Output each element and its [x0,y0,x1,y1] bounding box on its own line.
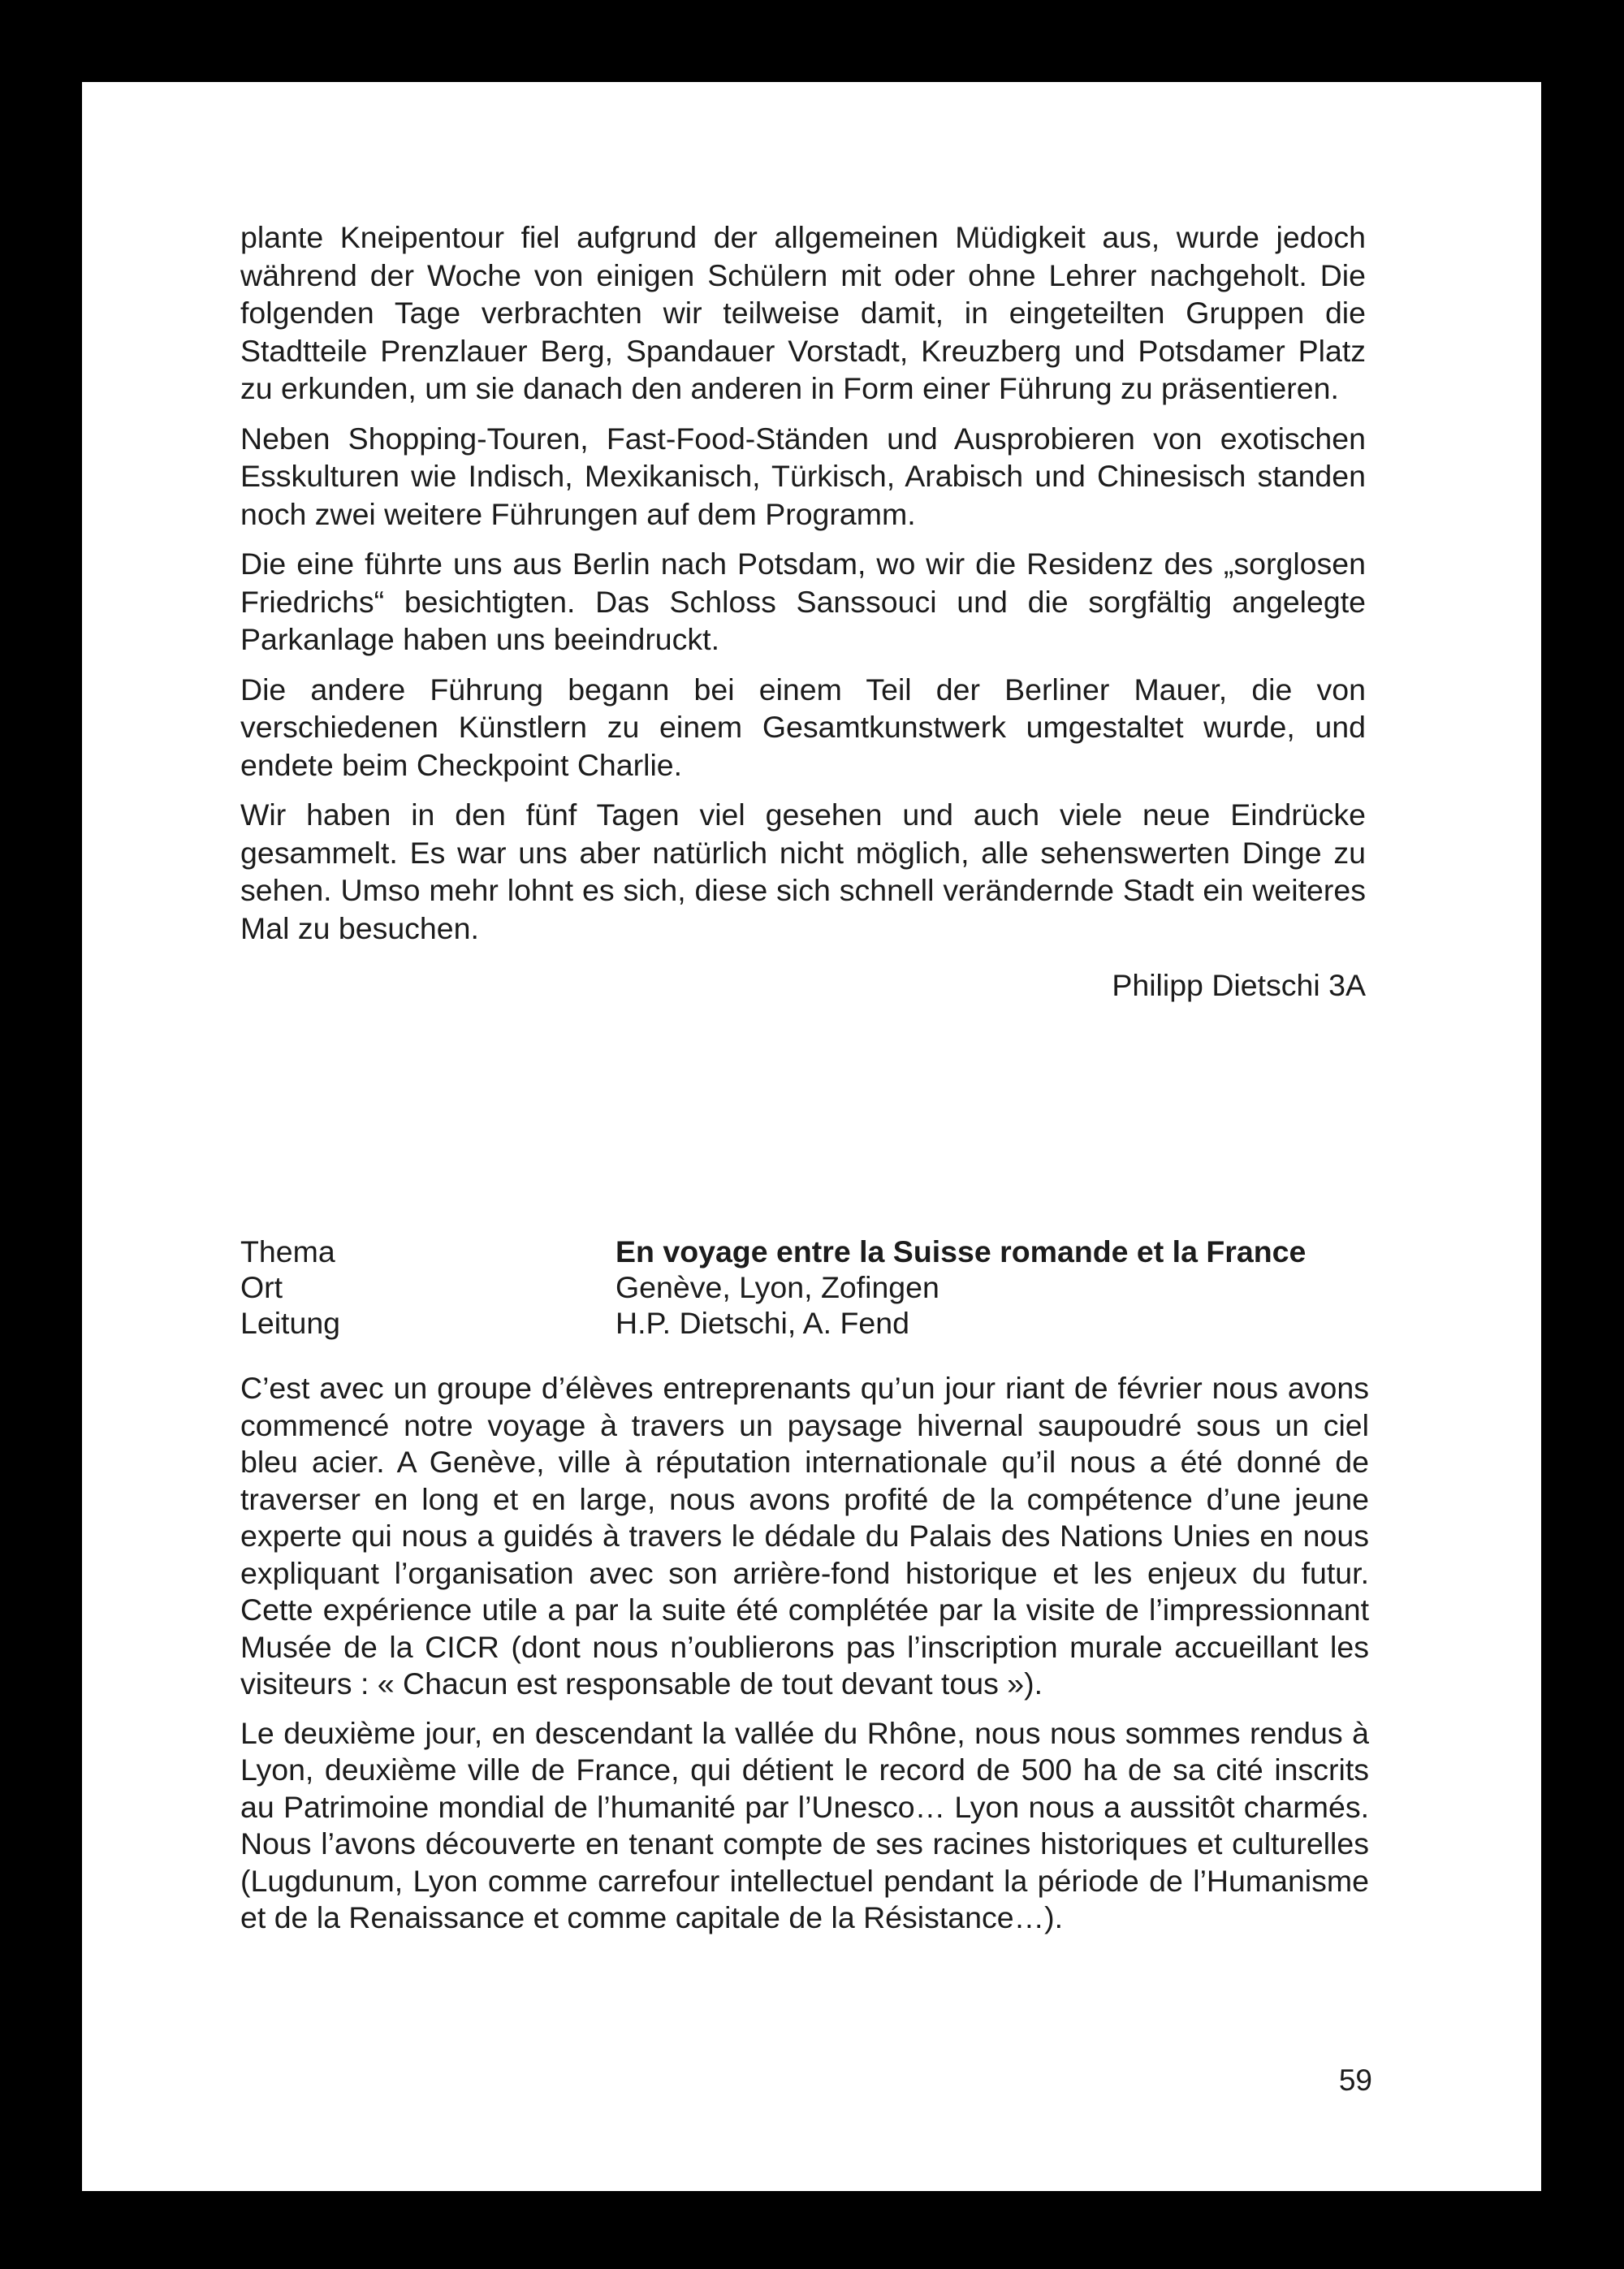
document-page [82,82,1541,2191]
meta-label: Leitung [240,1306,341,1340]
meta-label: Ort [240,1270,283,1304]
article-suisse-france [240,1370,1369,1949]
article-berlin [240,218,1366,1005]
paragraph: Neben Shopping-Touren, Fast-Food-Ständen und Ausprobieren von exotischen Esskulturen wie Indisch, Mexikanisch, Türkisch, Arabisch und Chinesisch standen noch zwei weitere Führungen auf dem Programm. [240,421,1366,531]
page-number: 59 [1338,2064,1372,2097]
trip-title: En voyage entre la Suisse romande et la France [615,1234,1307,1268]
paragraph: Die eine führte uns aus Berlin nach Potsdam, wo wir die Residenz des „sorglosen Friedrichs“ besichtigten. Das Schloss Sanssouci und die sorgfältig angelegte Parkanlage haben uns beeindruckt. [240,547,1366,656]
paragraph: plante Kneipentour fiel aufgrund der allgemeinen Müdigkeit aus, wurde jedoch während der Woche von einigen Schülern mit oder ohne Lehrer nachgeholt. Die folgenden Tage verbrachten wir teilweise damit, in eingeteilten Gruppen die Stadtteile Prenzlauer Berg, Spandauer Vorstadt, Kreuzberg und Potsdamer Platz zu erkunden, um sie danach den anderen in Form einer Führung zu präsentieren. [240,220,1366,405]
meta-row-leitung [240,1305,1393,1341]
meta-value: H.P. Dietschi, A. Fend [615,1306,909,1340]
trip-info-table [240,1234,1393,1341]
paragraph: Le deuxième jour, en descendant la vallée du Rhône, nous nous sommes rendus à Lyon, deuxième ville de France, qui détient le record de 500 ha de sa cité inscrits au Patrimoine mondial de l’humanité par l’Unesco… Lyon nous a aussitôt charmés. Nous l’avons découverte en tenant compte de ses racines historiques et culturelles (Lugdunum, Lyon comme carrefour intellectuel pendant la période de l’Humanisme et de la Renaissance et comme capitale de la Résistance…). [240,1715,1369,1934]
meta-label: Thema [240,1234,335,1268]
author-signature: Philipp Dietschi 3A [1112,968,1366,1002]
paragraph: Wir haben in den fünf Tagen viel gesehen und auch viele neue Eindrücke gesammelt. Es war uns aber natürlich nicht möglich, alle sehenswerten Dinge zu sehen. Umso mehr lohnt es sich, diese sich schnell verändernde Stadt ein weiteres Mal zu besuchen. [240,797,1366,945]
paragraph: C’est avec un groupe d’élèves entreprenants qu’un jour riant de février nous avons commencé notre voyage à travers un paysage hivernal saupoudré sous un ciel bleu acier. A Genève, ville à réputation internationale qu’il nous a été donné de traverser en long et en large, nous avons profité de la compétence d’une jeune experte qui nous a guidés à travers le dédale du Palais des Nations Unies en nous expliquant l’organisation avec son arrière-fond historique et les enjeux du futur. Cette expérience utile a par la suite été complétée par la visite de l’impressionnant Musée de la CICR (dont nous n’oublierons pas l’inscription murale accueillant les visiteurs : « Chacun est responsable de tout devant tous »). [240,1371,1369,1701]
meta-value: Genève, Lyon, Zofingen [615,1270,939,1304]
meta-row-thema [240,1234,1393,1269]
paragraph: Die andere Führung begann bei einem Teil der Berliner Mauer, die von verschiedenen Künstlern zu einem Gesamtkunstwerk umgestaltet wurde, und endete beim Checkpoint Charlie. [240,672,1366,782]
meta-row-ort [240,1269,1393,1305]
